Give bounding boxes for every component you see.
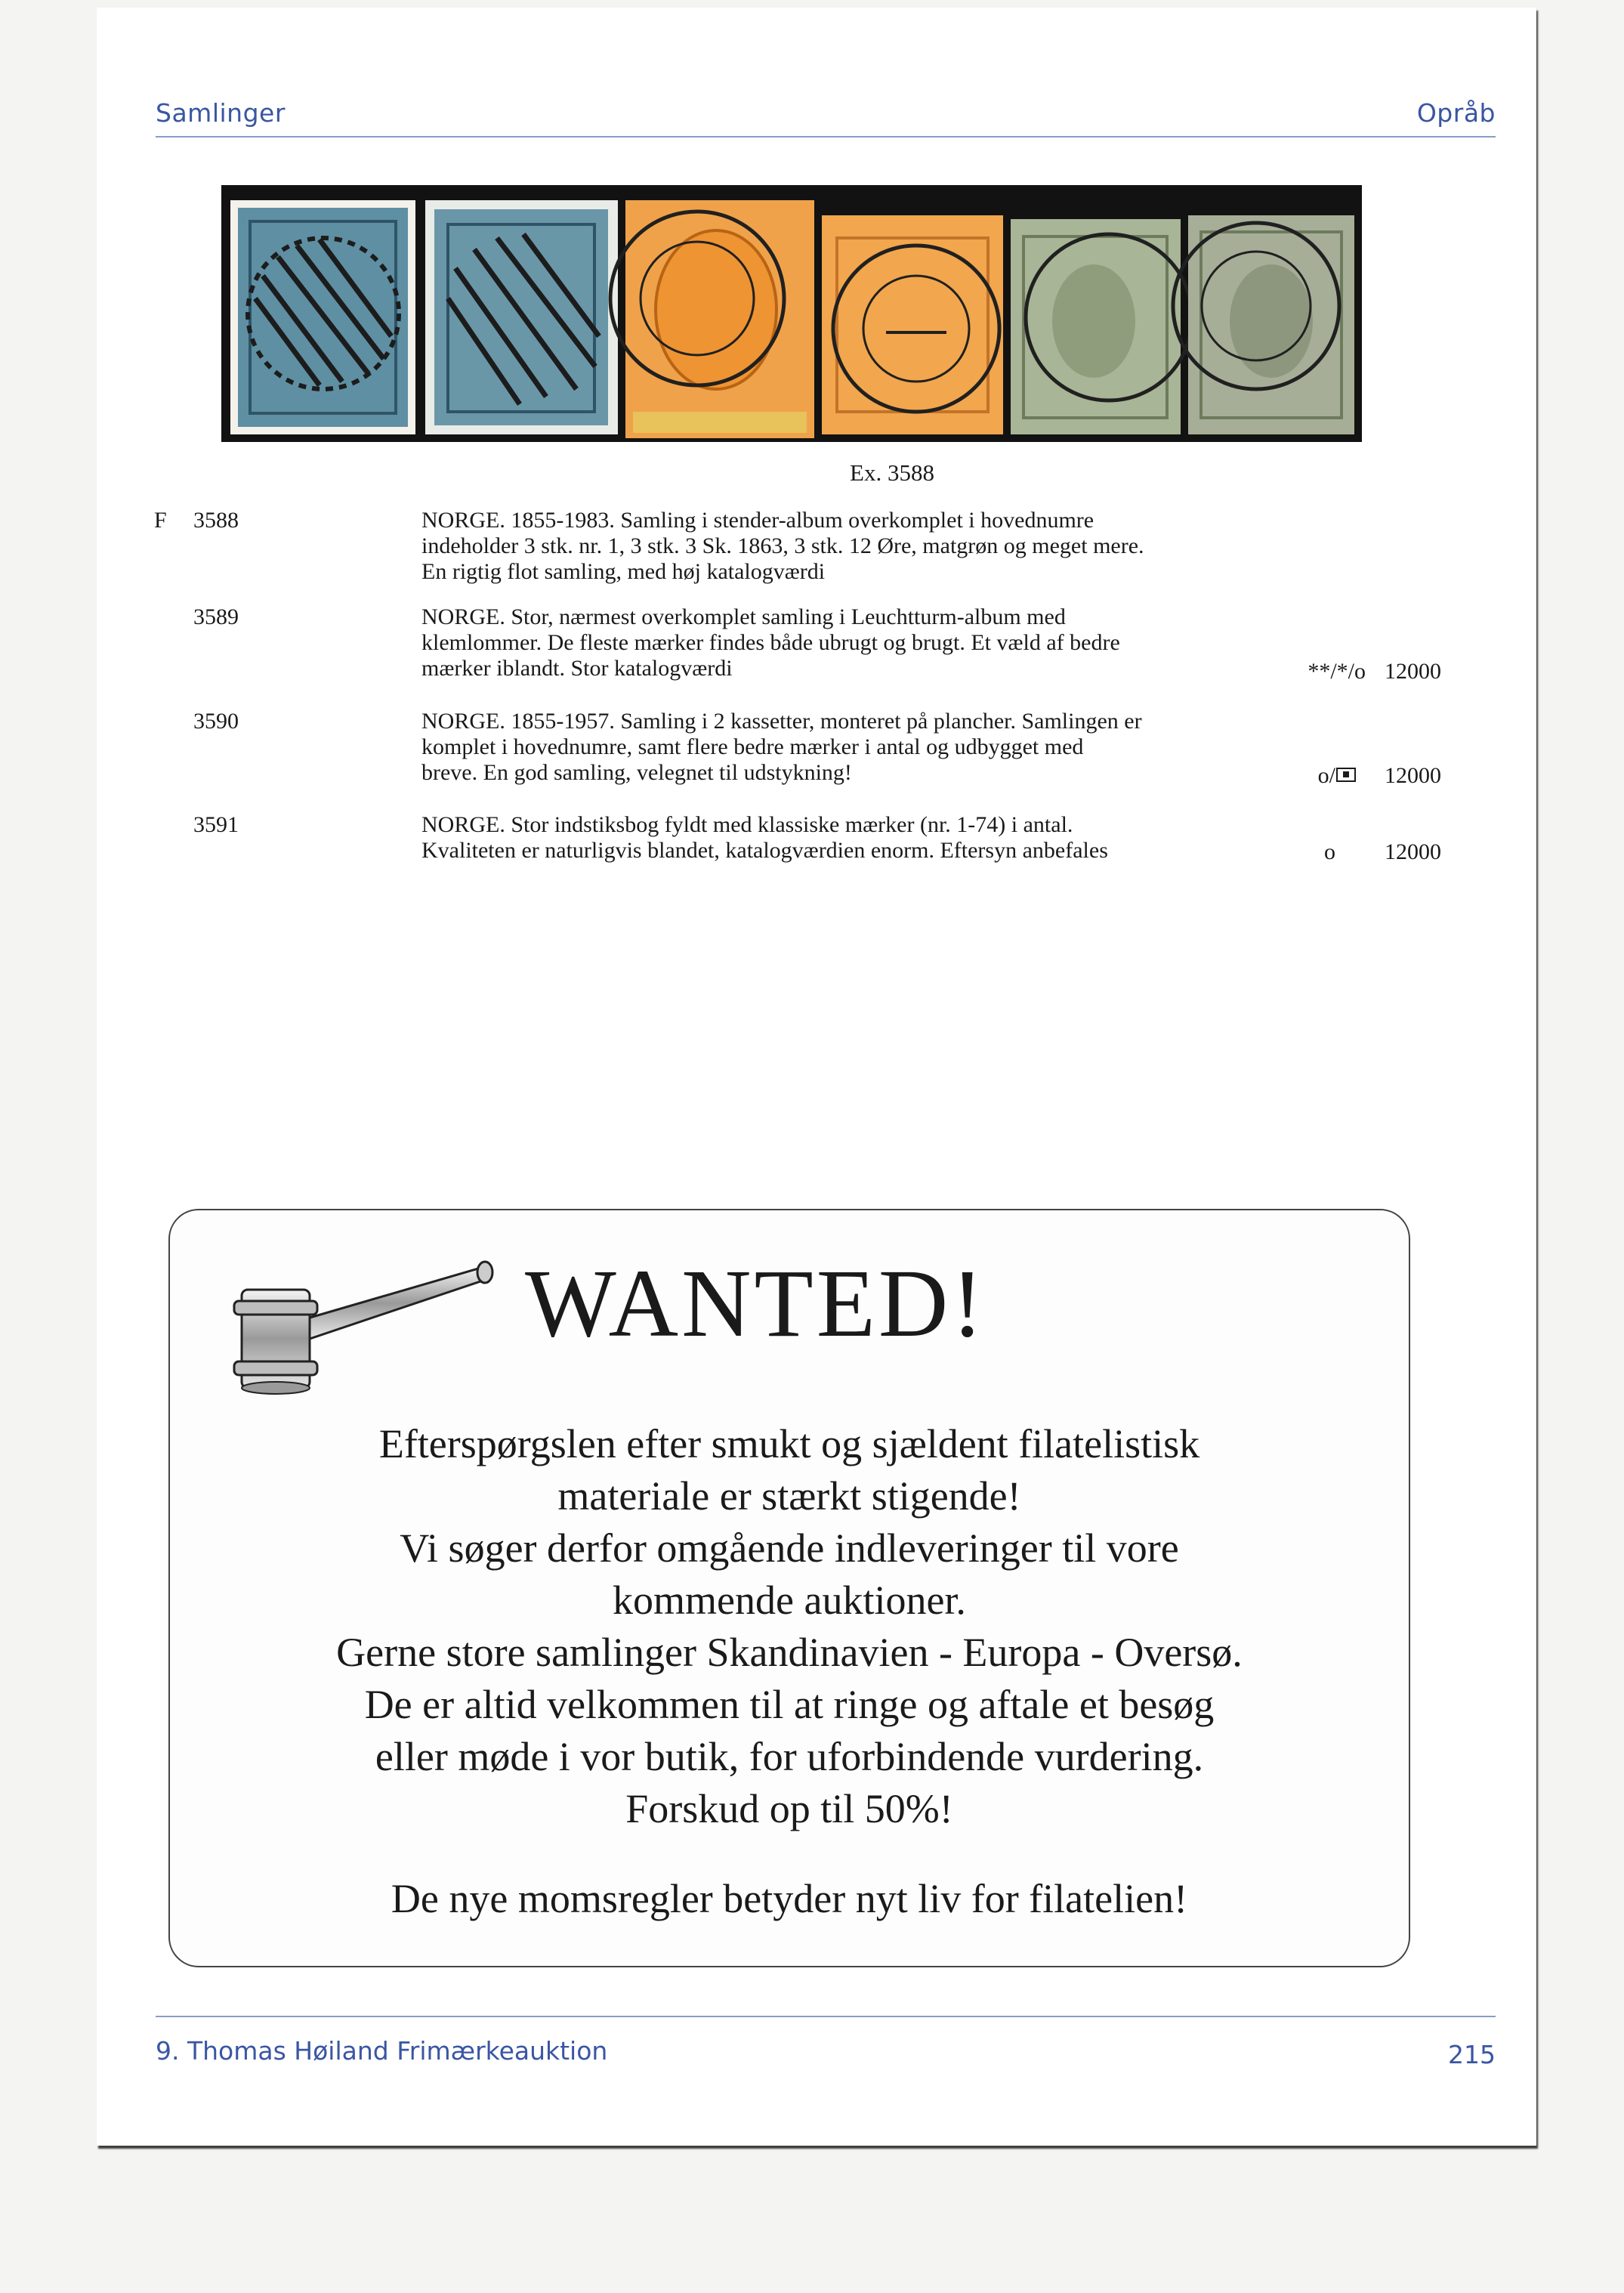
section-title: Samlinger <box>156 98 286 128</box>
description-line: indeholder 3 stk. nr. 1, 3 stk. 3 Sk. 1863, 3 stk. 12 Øre, matgrøn og meget mere. <box>421 533 1144 558</box>
ad-line: Forskud op til 50%! <box>625 1786 953 1831</box>
wanted-advertisement <box>168 1209 1410 1967</box>
cover-envelope-icon <box>1335 766 1358 784</box>
lot-number: 3591 <box>193 812 239 837</box>
ad-line: De er altid velkommen til at ringe og aftale et besøg <box>364 1682 1215 1727</box>
stamp-6 <box>1173 215 1354 434</box>
lot-condition: o/ <box>1317 763 1335 788</box>
footer-publication: 9. Thomas Høiland Frimærkeauktion <box>156 2036 608 2066</box>
lot-price: 12000 <box>1385 839 1441 864</box>
figure-caption: Ex. 3588 <box>850 459 934 486</box>
lot-price: 12000 <box>1385 659 1441 684</box>
lot-description <box>421 508 1403 585</box>
description-line: klemlommer. De fleste mærker findes både ubrugt og brugt. Et væld af bedre <box>421 630 1120 655</box>
stamp-4 <box>822 215 1003 434</box>
description-line: mærker iblandt. Stor katalogværdi <box>421 656 733 681</box>
ad-footer-text: De nye momsregler betyder nyt liv for filatelien! <box>391 1876 1188 1921</box>
footer-rule <box>156 2016 1496 2017</box>
ad-line: Gerne store samlinger Skandinavien - Europa - Oversø. <box>336 1630 1243 1675</box>
stamp-photo-strip <box>221 185 1362 442</box>
description-line: NORGE. Stor indstiksbog fyldt med klassiske mærker (nr. 1-74) i antal. <box>421 812 1073 837</box>
section-subtitle: Opråb <box>1416 98 1496 128</box>
ad-headline: WANTED! <box>525 1250 986 1357</box>
lot-number: 3589 <box>193 604 239 629</box>
stamp-2 <box>425 200 618 434</box>
lot-flag: F <box>154 508 167 533</box>
description-line: komplet i hovednumre, samt flere bedre mærker i antal og udbygget med <box>421 734 1084 759</box>
auction-gavel-icon <box>211 1248 499 1399</box>
lot-condition: **/*/o <box>1308 659 1366 684</box>
catalog-page <box>97 8 1536 2146</box>
ad-line: eller møde i vor butik, for uforbindende vurdering. <box>375 1734 1204 1779</box>
description-line: NORGE. 1855-1983. Samling i stender-album overkomplet i hovednumre <box>421 508 1095 533</box>
lot-number: 3588 <box>193 508 239 533</box>
ad-body-text <box>170 1418 1409 1835</box>
stamp-5 <box>1011 219 1192 434</box>
lot-number: 3590 <box>193 709 239 734</box>
page-number: 215 <box>1448 2040 1496 2069</box>
ad-line: materiale er stærkt stigende! <box>557 1473 1021 1519</box>
stamp-1 <box>230 200 415 434</box>
ad-line: Vi søger derfor omgående indleveringer til vore <box>400 1525 1179 1571</box>
lot-description <box>421 604 1403 681</box>
header-rule <box>156 136 1496 138</box>
description-line: NORGE. Stor, nærmest overkomplet samling i Leuchtturm-album med <box>421 604 1066 629</box>
stamp-3 <box>610 200 814 438</box>
description-line: NORGE. 1855-1957. Samling i 2 kassetter, monteret på plancher. Samlingen er <box>421 709 1142 734</box>
lot-description <box>421 812 1403 864</box>
lot-price: 12000 <box>1385 763 1441 788</box>
ad-line: Efterspørgslen efter smukt og sjældent filatelistisk <box>378 1421 1200 1466</box>
description-line: breve. En god samling, velegnet til udstykning! <box>421 760 852 785</box>
lot-description <box>421 709 1403 786</box>
lot-condition: o <box>1324 839 1335 864</box>
ad-line: kommende auktioner. <box>613 1578 966 1623</box>
description-line: Kvaliteten er naturligvis blandet, katalogværdien enorm. Eftersyn anbefales <box>421 838 1108 863</box>
description-line: En rigtig flot samling, med høj katalogværdi <box>421 559 826 584</box>
